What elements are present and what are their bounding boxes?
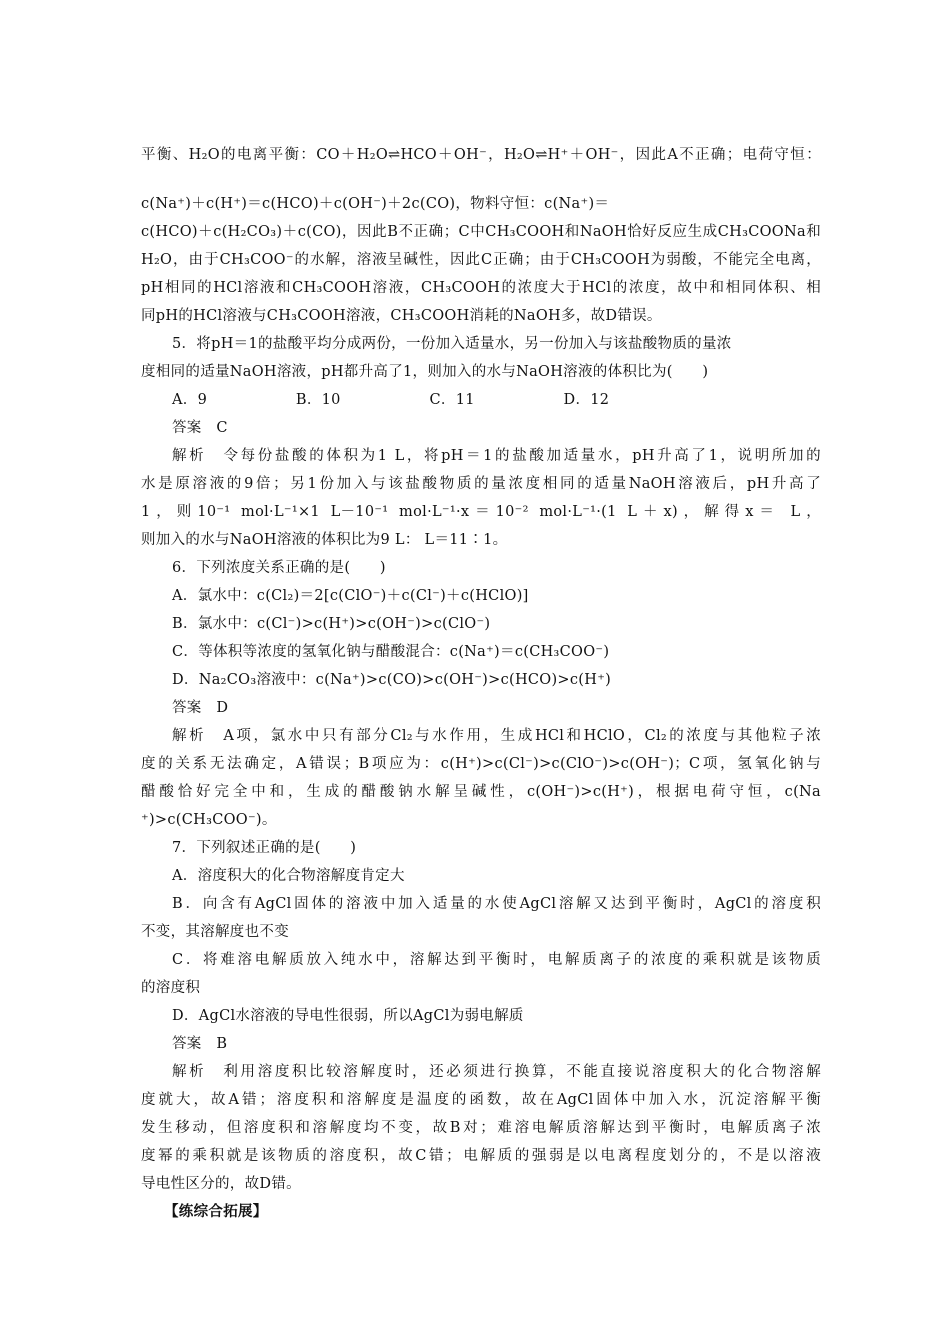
text-line: pH相同的HCl溶液和CH₃COOH溶液，CH₃COOH的浓度大于HCl的浓度，故中和相同体积、相: [141, 280, 821, 296]
text-line: 度的关系无法确定，A错误；B项应为：c(H⁺)>c(Cl⁻)>c(ClO⁻)>c(OH⁻)；C项，氢氧化钠与: [141, 756, 821, 772]
question-5-stem: 5．将pH＝1的盐酸平均分成两份，一份加入适量水，另一份加入与该盐酸物质的量浓: [172, 336, 732, 352]
question-7-stem: 7．下列叙述正确的是( ): [172, 840, 357, 856]
option-a: A．溶度积大的化合物溶解度肯定大: [172, 868, 405, 884]
text-line: 水是原溶液的9倍；另1份加入与该盐酸物质的量浓度相同的适量NaOH溶液后，pH升高了: [141, 476, 821, 492]
option-d: D．AgCl水溶液的导电性很弱，所以AgCl为弱电解质: [172, 1008, 524, 1024]
text-line: 度相同的适量NaOH溶液，pH都升高了1，则加入的水与NaOH溶液的体积比为( ): [141, 364, 709, 380]
text-line: c(Na⁺)＋c(H⁺)＝c(HCO)＋c(OH⁻)＋2c(CO)，物料守恒：c(Na⁺)＝: [141, 196, 610, 212]
text-line: 发生移动，但溶度积和溶解度均不变，故B对；难溶电解质溶解达到平衡时，电解质离子浓: [141, 1120, 821, 1136]
option-b: B．向含有AgCl固体的溶液中加入适量的水使AgCl溶解又达到平衡时，AgCl的溶度积: [172, 896, 821, 912]
explanation-line: 解析 令每份盐酸的体积为1 L，将pH＝1的盐酸加适量水，pH升高了1，说明所加的: [172, 448, 821, 464]
option-c: C．等体积等浓度的氢氧化钠与醋酸混合：c(Na⁺)＝c(CH₃COO⁻): [172, 644, 610, 660]
text-line: 不变，其溶解度也不变: [141, 924, 289, 940]
option-a: A．氯水中：c(Cl₂)＝2[c(ClO⁻)＋c(Cl⁻)＋c(HClO)]: [172, 588, 529, 604]
question-5-options: A．9 B．10 C．11 D．12: [172, 392, 610, 408]
text-line: 导电性区分的，故D错。: [141, 1176, 301, 1192]
text-line: c(HCO)＋c(H₂CO₃)＋c(CO)，因此B不正确；C中CH₃COOH和NaOH恰好反应生成CH₃COONa和: [141, 224, 821, 240]
text-line: 平衡、H₂O的电离平衡：CO＋H₂O⇌HCO＋OH⁻，H₂O⇌H⁺＋OH⁻，因此A不正确；电荷守恒：: [141, 147, 821, 163]
option-d: D．Na₂CO₃溶液中：c(Na⁺)>c(CO)>c(OH⁻)>c(HCO)>c(H⁺): [172, 672, 612, 688]
text-line: 度就大，故A错；溶度积和溶解度是温度的函数，故在AgCl固体中加入水，沉淀溶解平衡: [141, 1092, 821, 1108]
text-line: 的溶度积: [141, 980, 201, 996]
text-line: H₂O，由于CH₃COO⁻的水解，溶液呈碱性，因此C正确；由于CH₃COOH为弱酸，不能完全电离，: [141, 252, 821, 268]
option-c: C．将难溶电解质放入纯水中，溶解达到平衡时，电解质离子的浓度的乘积就是该物质: [172, 952, 821, 968]
answer-label: 答案 B: [172, 1036, 228, 1052]
text-line: 1，则10⁻¹ mol·L⁻¹×1 L－10⁻¹ mol·L⁻¹·x＝10⁻² mol·L⁻¹·(1 L＋x)，解得x＝ L，: [141, 504, 821, 520]
explanation-line: 解析 利用溶度积比较溶解度时，还必须进行换算，不能直接说溶度积大的化合物溶解: [172, 1064, 821, 1080]
explanation-line: 解析 A项，氯水中只有部分Cl₂与水作用，生成HCl和HClO，Cl₂的浓度与其他粒子浓: [172, 728, 821, 744]
section-heading: 【练综合拓展】: [164, 1203, 268, 1220]
question-6-stem: 6．下列浓度关系正确的是( ): [172, 560, 386, 576]
text-line: 度幂的乘积就是该物质的溶度积，故C错；电解质的强弱是以电离程度划分的，不是以溶液: [141, 1148, 821, 1164]
answer-label: 答案 C: [172, 420, 228, 436]
option-b: B．氯水中：c(Cl⁻)>c(H⁺)>c(OH⁻)>c(ClO⁻): [172, 616, 491, 632]
answer-label: 答案 D: [172, 700, 229, 716]
text-line: 同pH的HCl溶液与CH₃COOH溶液，CH₃COOH消耗的NaOH多，故D错误。: [141, 308, 662, 324]
text-line: 则加入的水与NaOH溶液的体积比为9 L： L＝11∶1。: [141, 532, 508, 548]
text-line: ⁺)>c(CH₃COO⁻)。: [141, 812, 277, 828]
text-line: 醋酸恰好完全中和，生成的醋酸钠水解呈碱性，c(OH⁻)>c(H⁺)，根据电荷守恒，c(Na: [141, 784, 821, 800]
